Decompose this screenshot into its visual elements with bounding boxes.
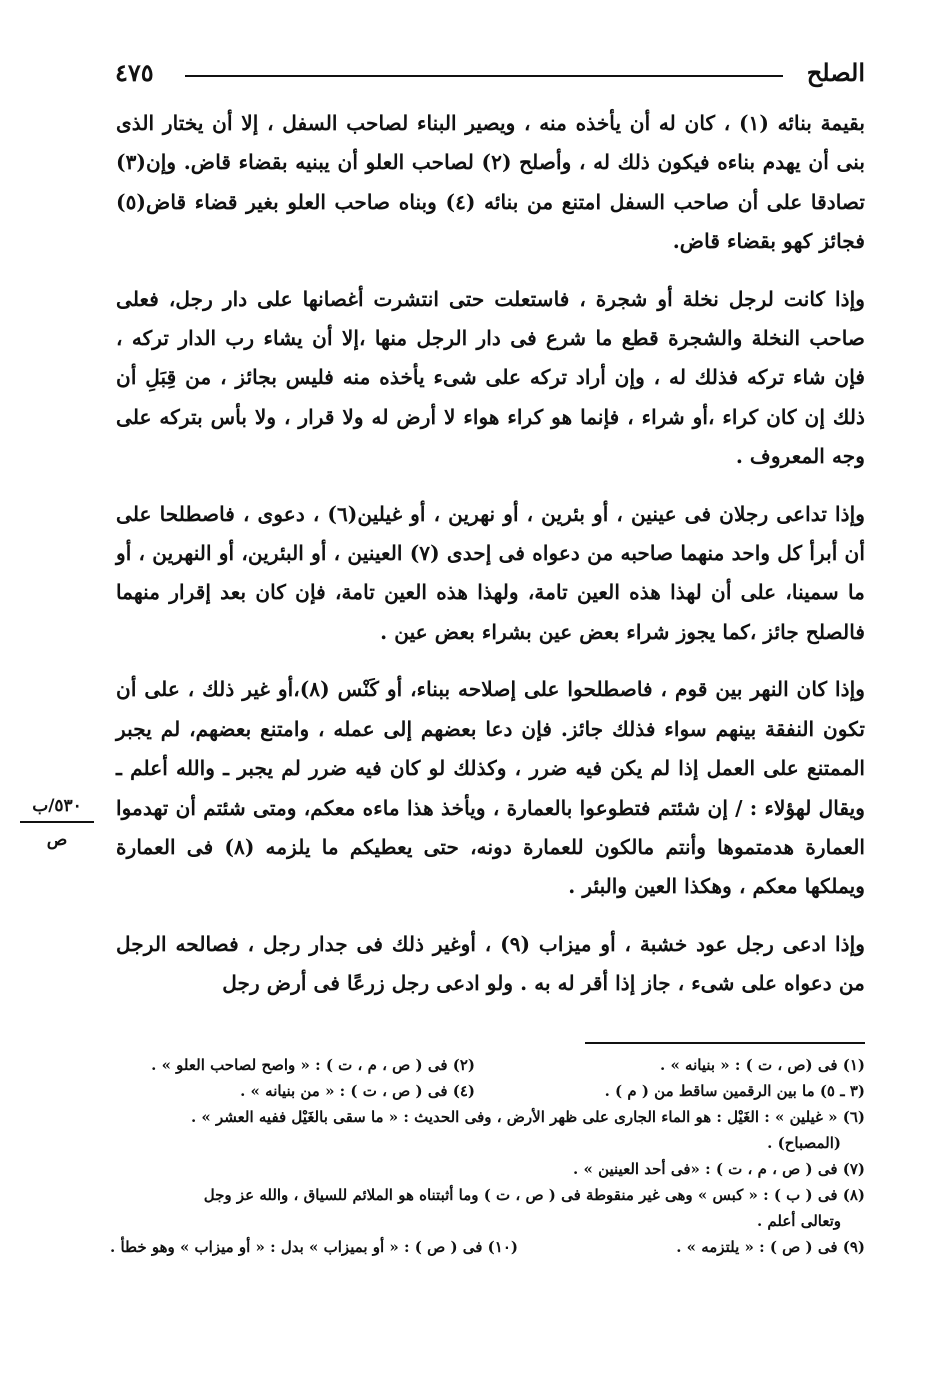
footnote: (٤) فى ( ص ، ت ) : « من بنيانه » .: [240, 1082, 475, 1100]
footnote: (٦) « غيلين » : الغَيْل : هو الماء الجارى على ظهر الأرض ، وفى الحديث : « ما سقى بالغَيْل ففيه العشر » .: [190, 1108, 865, 1126]
footnote: (١٠) فى ( ص ) : « أو بميزاب » بدل : « أو ميزاب » وهو خطأ .: [110, 1238, 519, 1256]
footnote: (٩) فى ( ص ) : « يلتزمه » .: [676, 1238, 865, 1256]
footnote-row: [110, 1234, 865, 1260]
footnote: (٧) فى ( ص ، م ، ت ) : «فى أحد العينين » .: [573, 1160, 865, 1178]
footnote: (١) فى (ص ، ت ) : « بنيانه » .: [660, 1056, 865, 1074]
footnote: (٨) فى ( ب ) : « كبس » وهى غير منقوطة فى ( ص ، ت ) وما أثبتناه هو الملائم للسياق ، والله عز وجل: [203, 1186, 865, 1204]
paragraph: وإذا كانت لرجل نخلة أو شجرة ، فاستعلت حتى انتشرت أغصانها على دار رجل، فعلى صاحب النخلة والشجرة قطع ما شرع فى دار الرجل منها ،إلا أن يشاء رب الدار تركه ، فإن شاء تركه فذلك له ، وإن أراد تركه على شىء يأخذه منه فليس بجائز ، من قِبَلِ أن ذلك إن كان كراء ،أو شراء ، فإنما هو كراء هواء لا أرض له ولا قرار ، ولا بأس بتركه على وجه المعروف .: [116, 286, 865, 469]
footnote-separator: [585, 1042, 865, 1044]
paragraph: وإذا كان النهر بين قوم ، فاصطلحوا على إصلاحه ببناء، أو كَنْس (٨)،أو غير ذلك ، على أن تكون النفقة بينهم سواء فذلك جائز. فإن دعا بعضهم إلى عمله ، وامتنع بعضهم، لم يجبر الممتنع على العمل إذا لم يكن فيه ضرر ، وكذلك لو كان فيه ضرر لم يجبر ـ والله أعلم ـ ويقال لهؤلاء : / إن شئتم فتطوعوا بالعمارة ، ويأخذ هذا ماءه معكم، ومتى شئتم أن تهدموا العمارة هدمتموها وأنتم مالكون للعمارة دونه، حتى يعطيكم ما يلزمه (٨) فى العمارة ويملكها معكم ، وهكذا العين والبئر .: [116, 677, 865, 899]
margin-folio: ٥٣٠/ب: [20, 795, 94, 823]
footnotes: [110, 1052, 865, 1260]
chapter-title: الصلح: [806, 58, 865, 87]
main-text: [116, 104, 865, 1004]
footnote-row: [110, 1052, 865, 1078]
footnote: (المصباح) .: [767, 1134, 841, 1152]
paragraph: بقيمة بنائه (١) ، كان له أن يأخذه منه ، ويصير البناء لصاحب السفل ، إلا أن يختار الذى بنى أن يهدم بناءه فيكون ذلك له ، وأصلح (٢) لصاحب العلو أن يبنيه بقضاء قاض. وإن(٣) تصادقا على أن صاحب السفل امتنع من بنائه (٤) وبناه صاحب العلو بغير قضاء قاض(٥) فجائز كهو بقضاء قاض.: [116, 111, 866, 254]
page-number: ٤٧٥: [115, 58, 154, 87]
paragraph: وإذا تداعى رجلان فى عينين ، أو بئرين ، أو نهرين ، أو غيلين(٦) ، دعوى ، فاصطلحا على أن أبرأ كل واحد منهما صاحبه من دعواه فى إحدى (٧) العينين ، أو البئرين، أو النهرين ، أو ما سمينا، على أن لهذا هذه العين تامة، ولهذا هذه العين تامة، فإن كان بعد إقرار منهما فالصلح جائز ،كما يجوز شراء بعض عين بشراء بعض عين .: [116, 501, 865, 644]
page-header: [115, 58, 865, 94]
manuscript-margin-note: [20, 795, 94, 851]
header-rule: [185, 75, 783, 77]
footnote: (٣ ـ ٥) ما بين الرقمين ساقط من ( م ) .: [604, 1082, 865, 1100]
footnote: وتعالى أعلم .: [756, 1212, 841, 1230]
footnote-row: [110, 1078, 865, 1104]
paragraph: وإذا ادعى رجل عود خشبة ، أو ميزاب (٩) ، أوغير ذلك فى جدار رجل ، فصالحه الرجل من دعواه على شىء ، جاز إذا أقر له به . ولو ادعى رجل زرعًا فى أرض رجل: [116, 931, 865, 996]
margin-siglum: ص: [46, 830, 68, 850]
footnote: (٢) فى ( ص ، م ، ت ) : « واصح لصاحب العلو » .: [151, 1056, 475, 1074]
